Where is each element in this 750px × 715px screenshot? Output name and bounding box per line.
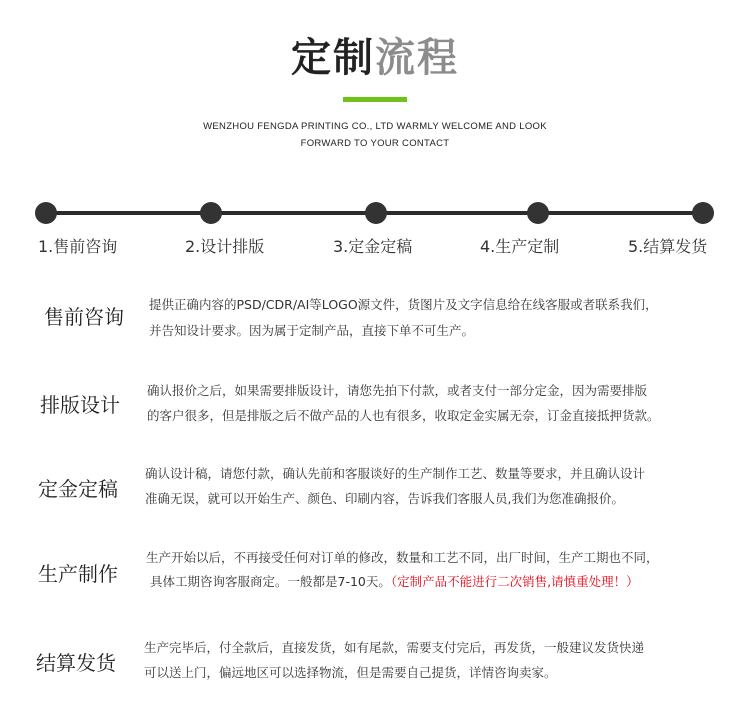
section-text-line-2: 并告知设计要求。因为属于定制产品，直接下单不可生产。 bbox=[149, 323, 475, 338]
timeline-dot-1 bbox=[35, 202, 57, 224]
step-label-3: 3.定金定稿 bbox=[333, 237, 413, 256]
section-text-normal: 具体工期咨询客服商定。一般都是7-10天。 bbox=[150, 574, 391, 589]
section-text-line-1: 生产完毕后，付全款后，直接发货，如有尾款，需要支付完后，再发货，一般建议发货快递 bbox=[144, 640, 645, 655]
section-text-line-1: 确认设计稿，请您付款，确认先前和客服谈好的生产制作工艺、数量等要求，并且确认设计 bbox=[145, 466, 646, 481]
step-label-4: 4.生产定制 bbox=[480, 237, 560, 256]
section-heading: 生产制作 bbox=[38, 562, 118, 586]
title-underline-bar bbox=[343, 97, 407, 102]
section-text-line-1: 提供正确内容的PSD/CDR/AI等LOGO源文件，货图片及文字信息给在线客服或者联系我们， bbox=[149, 297, 658, 312]
section-heading: 结算发货 bbox=[36, 651, 116, 675]
timeline-dot-2 bbox=[200, 202, 222, 224]
section-heading: 售前咨询 bbox=[44, 305, 124, 329]
section-heading: 排版设计 bbox=[40, 393, 120, 417]
section-text-line-1: 确认报价之后，如果需要排版设计，请您先拍下付款，或者支付一部分定金，因为需要排版 bbox=[147, 383, 648, 398]
section-text-line-2 bbox=[150, 569, 639, 595]
timeline-dot-4 bbox=[527, 202, 549, 224]
section-text-line-2: 准确无误，就可以开始生产、颜色、印刷内容，告诉我们客服人员,我们为您准确报价。 bbox=[145, 491, 624, 506]
subtitle-line-2: FORWARD TO YOUR CONTACT bbox=[300, 138, 450, 149]
section-text-line-2: 可以送上门，偏远地区可以选择物流，但是需要自己提货，详情咨询卖家。 bbox=[144, 665, 557, 680]
timeline-dot-5 bbox=[692, 202, 714, 224]
step-label-5: 5.结算发货 bbox=[628, 237, 708, 256]
title-part-dark: 定制 bbox=[291, 34, 375, 81]
section-heading: 定金定稿 bbox=[38, 477, 118, 501]
step-label-1: 1.售前咨询 bbox=[38, 237, 118, 256]
timeline-dot-3 bbox=[365, 202, 387, 224]
section-text-line-2: 的客户很多，但是排版之后不做产品的人也有很多，收取定金实属无奈，订金直接抵押货款。 bbox=[147, 408, 660, 423]
step-label-2: 2.设计排版 bbox=[185, 237, 265, 256]
page-title bbox=[0, 33, 750, 83]
title-part-gray: 流程 bbox=[375, 34, 459, 81]
warning-text: （定制产品不能进行二次销售,请慎重处理！） bbox=[390, 574, 639, 589]
subtitle-line-1: WENZHOU FENGDA PRINTING CO., LTD WARMLY WELCOME AND LOOK bbox=[203, 121, 547, 132]
section-text-line-1: 生产开始以后，不再接受任何对订单的修改，数量和工艺不同，出厂时间，生产工期也不同， bbox=[146, 550, 659, 565]
